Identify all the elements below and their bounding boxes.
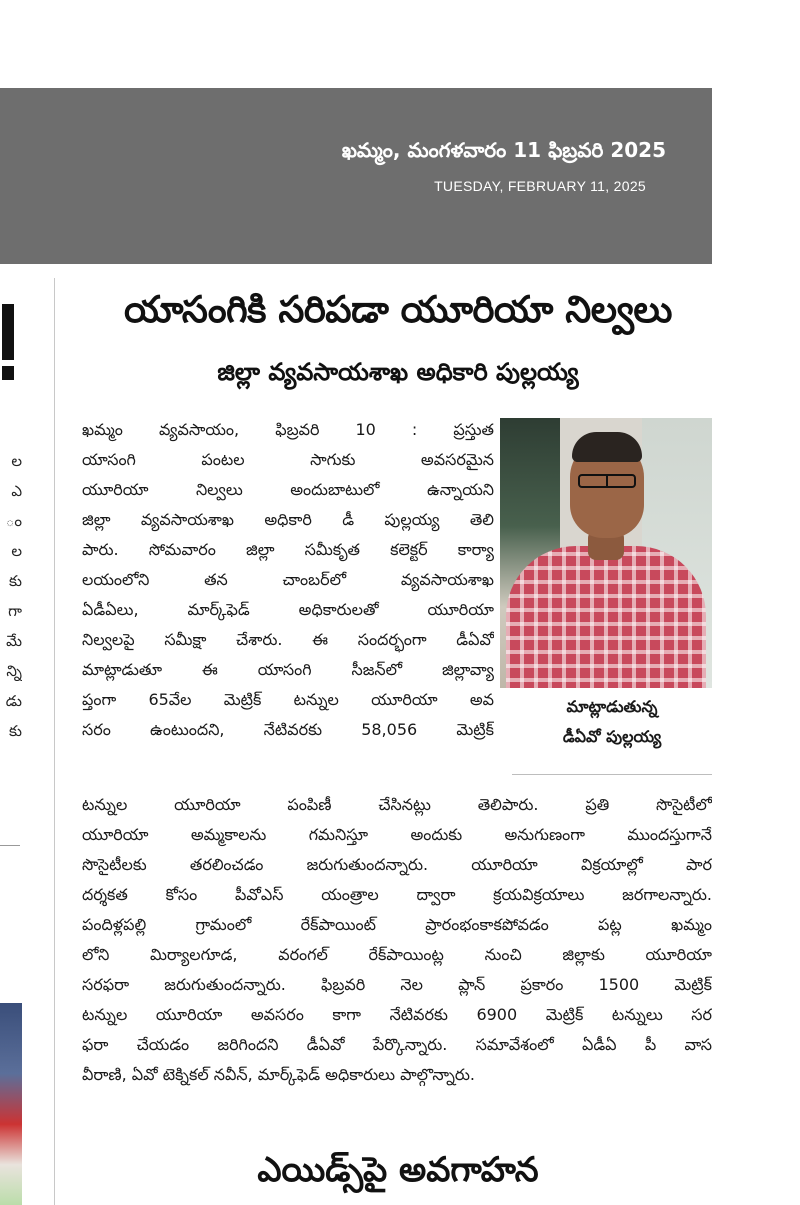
article-line: యూరియా అమ్మకాలను గమనిస్తూ అందుకు అనుగుణంగా ముందస్తుగానే <box>82 825 712 844</box>
left-fragment: ల <box>11 542 22 560</box>
photo-caption-line: మాట్లాడుతున్న <box>566 697 658 716</box>
article-line: ఏడీఏలు, మార్క్‌ఫెడ్ అధికారులతో యూరియా <box>82 600 494 619</box>
left-column-divider <box>0 845 20 846</box>
article-line: సరఫరా జరుగుతుందన్నారు. ఫిబ్రవరి నెల ప్లాన్ ప్రకారం 1500 మెట్రిక్ <box>82 975 712 994</box>
left-column-photo <box>0 1003 22 1205</box>
left-fragment: కు <box>8 572 22 590</box>
article-line: సరం ఉంటుందని, నేటివరకు 58,056 మెట్రిక్ <box>82 720 494 739</box>
article-line: పారు. సోమవారం జిల్లా సమీకృత కలెక్టర్ కార్యా <box>82 540 494 559</box>
next-article-headline: ఎయిడ్స్‌పై అవగాహన <box>257 1150 539 1190</box>
article-line: ఖమ్మం వ్యవసాయం, ఫిబ్రవరి 10 : ప్రస్తుత <box>82 420 494 439</box>
article-line: టన్నుల యూరియా అవసరం కాగా నేటివరకు 6900 మెట్రిక్ టన్నులు సర <box>82 1005 712 1024</box>
left-fragment: గా <box>8 602 22 620</box>
left-fragment: మే <box>6 632 22 650</box>
article-line: యాసంగి పంటల సాగుకు అవసరమైన <box>82 450 494 469</box>
article-line: నిల్వలపై సమీక్షా చేశారు. ఈ సందర్భంగా డీఏవో <box>82 630 494 649</box>
article-line: దర్శకత కోసం పీవోఎస్ యంత్రాల ద్వారా క్రయవిక్రయాలు జరగాలన్నారు. <box>82 885 712 904</box>
article-body <box>82 790 712 1090</box>
left-fragment: ల <box>11 452 22 470</box>
article-line: టన్నుల యూరియా పంపిణీ చేసినట్లు తెలిపారు. ప్రతి సొసైటీలో <box>82 795 712 814</box>
article-line: లయంలోని తన చాంబర్‌లో వ్యవసాయశాఖ <box>82 570 494 589</box>
article-line: పందిళ్లపల్లి గ్రామంలో రేక్‌పాయింట్ ప్రారంభంకాకపోవడం పట్ల ఖమ్మం <box>82 915 712 934</box>
official-portrait-photo <box>500 418 712 688</box>
masthead-band <box>0 88 712 264</box>
article-line: వీరాణి, ఏవో టెక్నికల్ నవీన్, మార్క్‌ఫెడ్ అధికారులు పాల్గొన్నారు. <box>82 1065 476 1084</box>
caption-divider <box>512 774 712 775</box>
dateline-english: TUESDAY, FEBRUARY 11, 2025 <box>434 178 646 194</box>
article-line: జిల్లా వ్యవసాయశాఖ అధికారి డీ పుల్లయ్య తెలి <box>82 510 494 529</box>
article-intro <box>82 415 494 745</box>
left-fragment: కు <box>8 722 22 740</box>
article-line: సొసైటీలకు తరలించడం జరుగుతుందన్నారు. యూరియా విక్రయాల్లో పార <box>82 855 712 874</box>
article-line: ఫరా చేయడం జరిగిందని డీఏవో పేర్కొన్నారు. సమావేశంలో ఏడీఏ పీ వాస <box>82 1035 712 1054</box>
left-fragment: ం <box>5 512 22 530</box>
article-line: మాట్లాడుతూ ఈ యాసంగి సీజన్‌లో జిల్లావ్యా <box>82 660 494 679</box>
photo-caption <box>512 692 712 752</box>
left-fragment: న్ని <box>6 662 22 680</box>
article-line: యూరియా నిల్వలు అందుబాటులో ఉన్నాయని <box>82 480 494 499</box>
article-subheadline: జిల్లా వ్యవసాయశాఖ అధికారి పుల్లయ్య <box>217 358 579 386</box>
column-rule <box>54 278 55 1205</box>
left-fragment: డు <box>5 692 22 710</box>
article-headline: యాసంగికి సరిపడా యూరియా నిల్వలు <box>124 288 672 331</box>
exclamation-glyph <box>0 300 22 384</box>
dateline-telugu: ఖమ్మం, మంగళవారం 11 ఫిబ్రవరి 2025 <box>341 138 666 162</box>
photo-caption-line: డీఏవో పుల్లయ్య <box>562 727 662 746</box>
article-line: లోని మిర్యాలగూడ, వరంగల్ రేక్‌పాయింట్ల నుంచి జిల్లాకు యూరియా <box>82 945 712 964</box>
article-line: ప్తంగా 65వేల మెట్రిక్ టన్నుల యూరియా అవ <box>82 690 494 709</box>
left-fragment: ఎ <box>11 482 22 500</box>
